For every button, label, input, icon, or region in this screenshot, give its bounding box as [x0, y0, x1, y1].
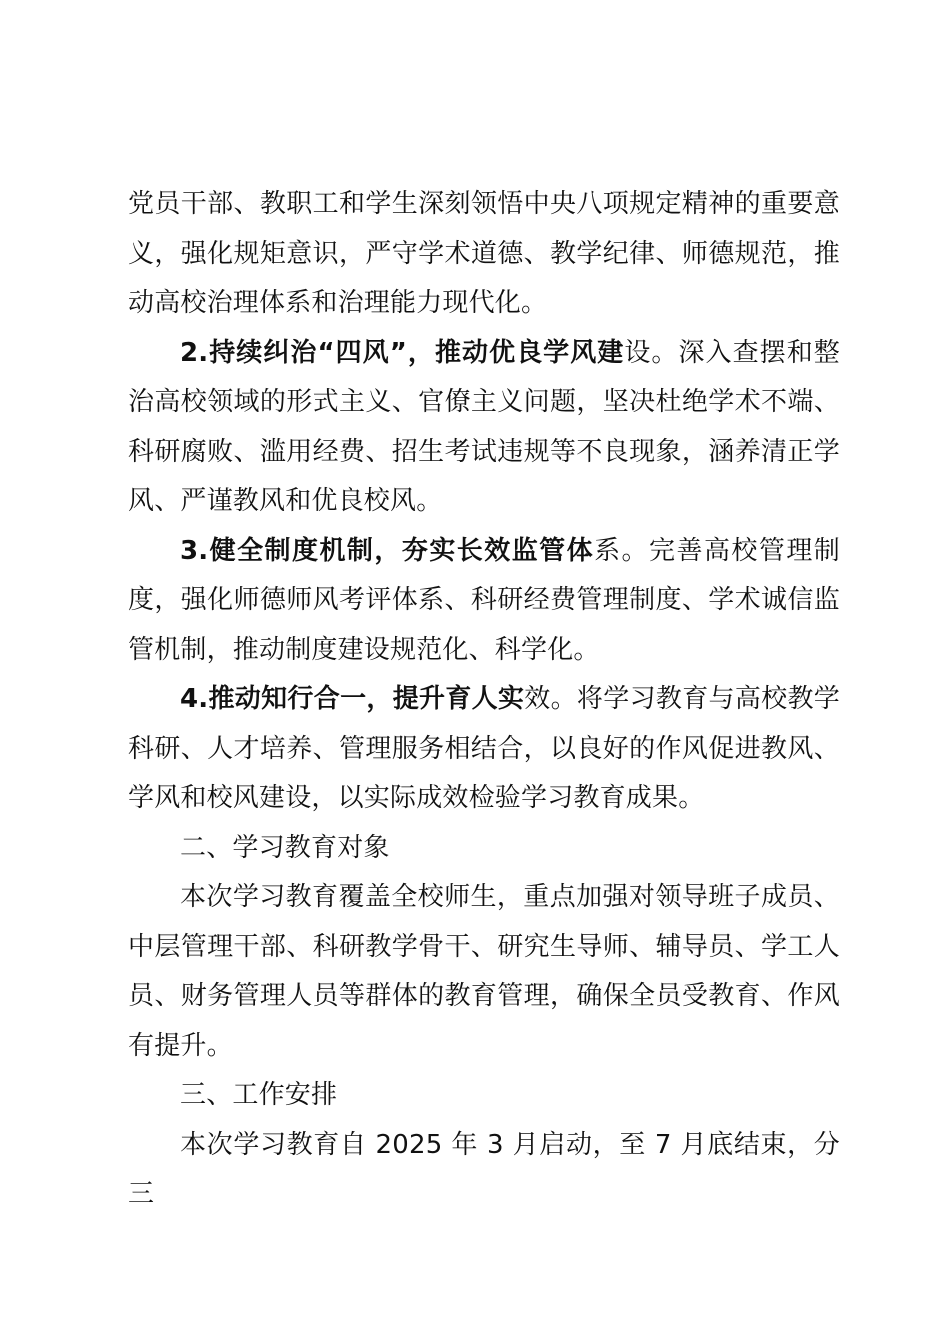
- paragraph-text: 本次学习教育自 2025 年 3 月启动，至 7 月底结束，分三: [128, 1129, 840, 1209]
- item-heading: 2.持续纠治“四风”，推动优良学风建: [180, 337, 625, 368]
- paragraph-text: 效。将学习教育与高校教学科研、人才培养、管理服务相结合，以良好的作风促进教风、学风和校风建设，以实际成效检验学习教育成果。: [128, 684, 840, 813]
- paragraph-item-4: [128, 675, 840, 824]
- paragraph-text: 系。完善高校管理制度，强化师德师风考评体系、科研经费管理制度、学术诚信监管机制，推动制度建设规范化、科学化。: [128, 535, 840, 665]
- paragraph-text: 设。深入查摆和整治高校领域的形式主义、官僚主义问题，坚决杜绝学术不端、科研腐败、滥用经费、招生考试违规等不良现象，涵养清正学风、严谨教风和优良校风。: [128, 337, 840, 516]
- item-heading: 4.推动知行合一，提升育人实: [180, 684, 525, 714]
- paragraph-objects: [128, 873, 840, 1071]
- paragraph-text: 本次学习教育覆盖全校师生，重点加强对领导班子成员、中层管理干部、科研教学骨干、研究生导师、辅导员、学工人员、财务管理人员等群体的教育管理，确保全员受教育、作风有提升。: [128, 882, 840, 1061]
- paragraph-item-2: [128, 329, 840, 527]
- paragraph-arrangement: [128, 1121, 840, 1220]
- paragraph-item-3: [128, 527, 840, 676]
- section-heading-text: 二、学习教育对象: [180, 832, 390, 863]
- section-heading-arrangement: [128, 1071, 840, 1121]
- paragraph-text: 党员干部、教职工和学生深刻领悟中央八项规定精神的重要意义，强化规矩意识，严守学术道德、教学纪律、师德规范，推动高校治理体系和治理能力现代化。: [128, 189, 840, 318]
- section-heading-objects: [128, 824, 840, 874]
- section-heading-text: 三、工作安排: [180, 1080, 338, 1110]
- item-heading: 3.健全制度机制，夯实长效监管体: [180, 535, 595, 566]
- document-page: [128, 180, 840, 1220]
- paragraph-continuation: [128, 180, 840, 329]
